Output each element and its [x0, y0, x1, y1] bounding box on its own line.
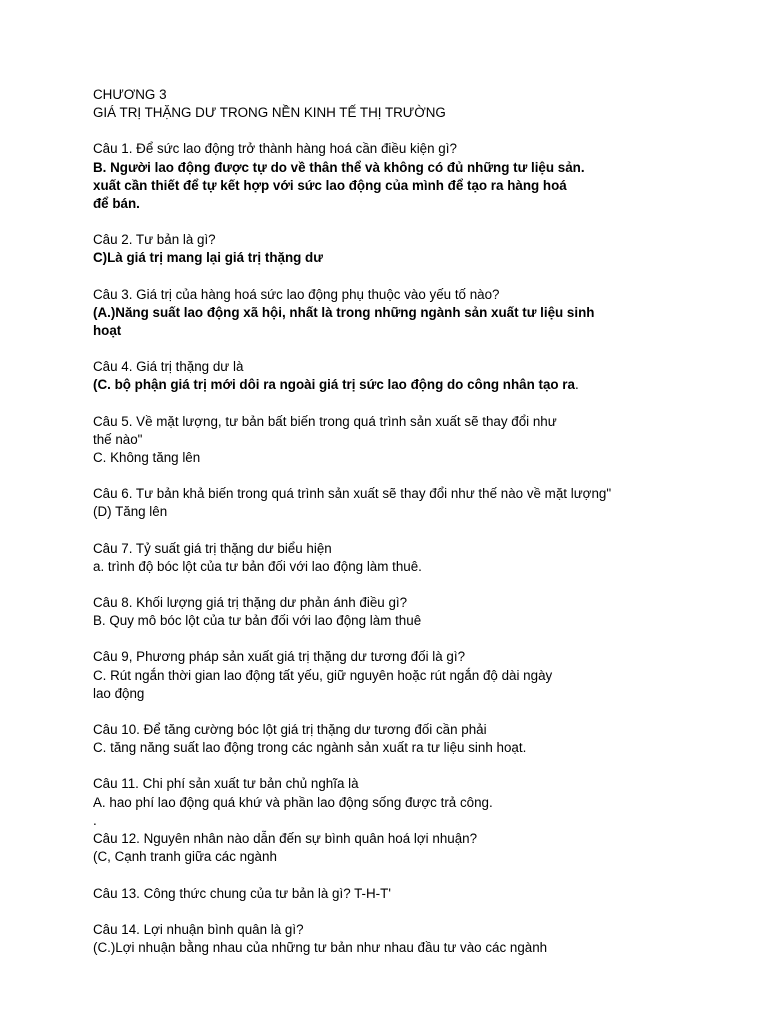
- answer-line: [93, 685, 753, 703]
- question-text: Câu 10. Để tăng cường bóc lột giá trị thặng dư tương đối cần phải: [93, 722, 487, 738]
- answer-line: [93, 322, 753, 340]
- answer-text: (C. bộ phận giá trị mới dôi ra ngoài giá trị sức lao động do công nhân tạo ra: [93, 377, 575, 393]
- question-text: Câu 8. Khối lượng giá trị thặng dư phản ánh điều gì?: [93, 595, 408, 611]
- answer-line: [93, 159, 753, 177]
- answer-suffix: .: [574, 377, 579, 393]
- question-text: Câu 7. Tỷ suất giá trị thặng dư biểu hiện: [93, 540, 332, 556]
- answer-text: C. tăng năng suất lao động trong các ngành sản xuất ra tư liệu sinh hoạt.: [93, 740, 527, 756]
- question-text: thế nào": [93, 431, 143, 447]
- answer-line: [93, 558, 753, 576]
- question-text: Câu 3. Giá trị của hàng hoá sức lao động phụ thuộc vào yếu tố nào?: [93, 286, 500, 302]
- answer-text: B. Quy mô bóc lột của tư bản đối với lao động làm thuê: [93, 613, 422, 629]
- answer-text: (A.)Năng suất lao động xã hội, nhất là trong những ngành sản xuất tư liệu sinh: [93, 304, 595, 320]
- question-text: Câu 12. Nguyên nhân nào dẫn đến sự bình quân hoá lợi nhuận?: [93, 831, 478, 847]
- answer-line: [93, 177, 753, 195]
- answer-text: A. hao phí lao động quá khứ và phần lao động sống được trả công.: [93, 794, 493, 810]
- answer-text: xuất cần thiết để tự kết hợp với sức lao động của mình để tạo ra hàng hoá: [93, 177, 567, 193]
- answer-line: [93, 848, 753, 866]
- document-page: [93, 86, 753, 957]
- question-item: [93, 286, 753, 341]
- question-item: [93, 775, 753, 830]
- answer-text: C. Rút ngắn thời gian lao động tất yếu, giữ nguyên hoặc rút ngắn độ dài ngày: [93, 667, 553, 683]
- answer-line: [93, 503, 753, 521]
- question-item: [93, 413, 753, 468]
- answer-text: C)Là giá trị mang lại giá trị thặng dư: [93, 250, 323, 266]
- answer-line: [93, 195, 753, 213]
- question-item: [93, 231, 753, 267]
- answer-text: hoạt: [93, 323, 122, 339]
- question-item: [93, 485, 753, 521]
- answer-line: [93, 612, 753, 630]
- chapter-label: CHƯƠNG 3: [93, 87, 167, 102]
- answer-line: [93, 449, 753, 467]
- answer-text: C. Không tăng lên: [93, 450, 201, 466]
- answer-line: [93, 794, 753, 812]
- answer-text: lao động: [93, 685, 145, 701]
- question-text: Câu 5. Về mặt lượng, tư bản bất biến trong quá trình sản xuất sẽ thay đổi như: [93, 413, 557, 429]
- question-item: [93, 648, 753, 703]
- question-text: Câu 11. Chi phí sản xuất tư bản chủ nghĩa là: [93, 776, 359, 792]
- question-text: Câu 14. Lợi nhuận bình quân là gì?: [93, 921, 304, 937]
- answer-text: B. Người lao động được tự do về thân thể và không có đủ những tư liệu sản.: [93, 159, 585, 175]
- document-header: [93, 86, 753, 122]
- question-text: Câu 6. Tư bản khả biến trong quá trình sản xuất sẽ thay đổi như thế nào về mặt lượng": [93, 486, 612, 502]
- answer-text: (D) Tăng lên: [93, 504, 168, 520]
- answer-line: [93, 249, 753, 267]
- answer-line: [93, 376, 753, 394]
- answer-text: để bán.: [93, 196, 140, 212]
- answer-line: [93, 667, 753, 685]
- answer-line: [93, 304, 753, 322]
- answer-line: [93, 939, 753, 957]
- question-item: [93, 594, 753, 630]
- answer-text: (C.)Lợi nhuận bằng nhau của những tư bản như nhau đầu tư vào các ngành: [93, 939, 548, 955]
- answer-text: a. trình độ bóc lột của tư bản đối với lao động làm thuê.: [93, 558, 422, 574]
- question-item: [93, 140, 753, 213]
- question-text: Câu 9, Phương pháp sản xuất giá trị thặng dư tương đối là gì?: [93, 649, 466, 665]
- answer-text: .: [93, 812, 97, 828]
- question-item: [93, 540, 753, 576]
- question-text: Câu 2. Tư bản là gì?: [93, 232, 216, 248]
- question-text: Câu 4. Giá trị thặng dư là: [93, 359, 244, 375]
- question-item: [93, 830, 753, 866]
- question-text: Câu 1. Để sức lao động trở thành hàng hoá cần điều kiện gì?: [93, 141, 457, 157]
- question-item: [93, 921, 753, 957]
- answer-line: [93, 812, 753, 830]
- question-list: [93, 140, 753, 957]
- answer-text: (C, Cạnh tranh giữa các ngành: [93, 849, 277, 865]
- question-item: [93, 358, 753, 394]
- question-text: Câu 13. Công thức chung của tư bản là gì? T-H-T': [93, 885, 391, 901]
- question-item: [93, 721, 753, 757]
- question-item: [93, 885, 753, 903]
- chapter-title: GIÁ TRỊ THẶNG DƯ TRONG NỀN KINH TẾ THỊ TRƯỜNG: [93, 105, 446, 121]
- answer-line: [93, 739, 753, 757]
